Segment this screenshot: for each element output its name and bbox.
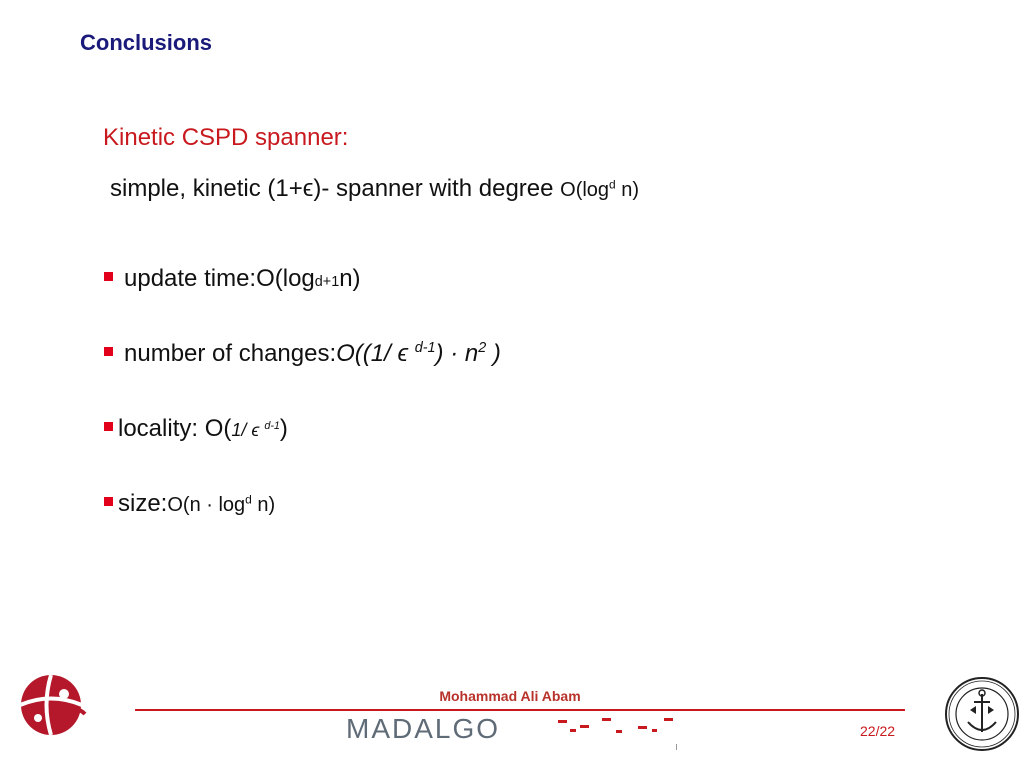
slide-title: Conclusions — [80, 30, 213, 55]
university-logo-icon — [14, 672, 92, 736]
footer-tick — [676, 744, 677, 750]
degree-exponent: d — [609, 177, 616, 192]
author-name: Mohammad Ali Abam — [439, 688, 581, 704]
bullet-size — [104, 490, 275, 518]
locality-exponent: d-1 — [264, 420, 280, 432]
update-time-tail: n) — [339, 265, 361, 292]
locality-math — [231, 420, 280, 441]
description-text: simple, kinetic (1+ϵ)- spanner with degree — [110, 175, 561, 202]
spanner-description — [110, 175, 639, 203]
university-seal-icon — [944, 676, 1020, 752]
locality-math-part1: 1/ ϵ — [231, 420, 265, 440]
subheading: Kinetic CSPD spanner: — [103, 124, 349, 151]
size-math — [167, 494, 275, 517]
changes-label: number of changes: — [124, 340, 337, 367]
madalgo-logo-text: MADALGO — [346, 713, 501, 744]
changes-math — [336, 340, 501, 368]
bullet-marker-icon — [104, 347, 113, 356]
changes-exponent-1: d-1 — [414, 340, 436, 356]
locality-label: locality: O( — [118, 415, 232, 442]
bullet-marker-icon — [104, 272, 113, 281]
madalgo-logo-icon — [346, 712, 676, 746]
changes-math-part3: ) — [486, 340, 501, 367]
bullet-number-of-changes — [104, 340, 501, 368]
degree-big-o-base: O(log — [560, 179, 610, 201]
size-exponent: d — [245, 492, 252, 507]
changes-math-part1: O((1/ ϵ — [336, 340, 415, 367]
locality-tail: ) — [279, 415, 288, 442]
update-time-label: update time:O(log — [124, 265, 315, 292]
changes-math-part2: ) · n — [435, 340, 479, 367]
degree-big-o-tail: n) — [615, 179, 640, 201]
size-math-part1: O(n · log — [167, 494, 246, 516]
degree-big-o — [560, 179, 639, 201]
page-number: 22/22 — [860, 723, 896, 739]
footer-divider — [135, 709, 905, 711]
bullet-update-time: update time:O(log d+1 n) — [104, 265, 361, 293]
bullet-marker-icon — [104, 422, 113, 431]
size-tail: n) — [251, 494, 276, 516]
bullet-locality — [104, 415, 288, 443]
bullet-marker-icon — [104, 497, 113, 506]
changes-exponent-2: 2 — [478, 340, 487, 356]
size-label: size: — [118, 490, 168, 517]
